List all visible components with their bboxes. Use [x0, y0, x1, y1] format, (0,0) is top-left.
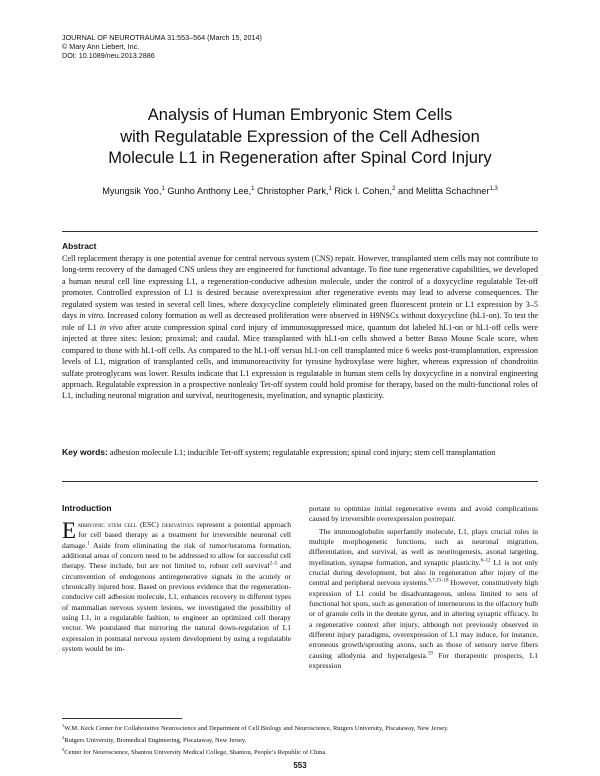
citation-ref: 2–5	[269, 561, 278, 567]
keywords-label: Key words:	[62, 447, 108, 457]
abstract-bottom-rule	[62, 481, 538, 482]
abstract-italic-2: in vivo	[99, 322, 123, 332]
intro-text-right-c: L1 is not only crucial during development, but also in regeneration after injury of the central and peripheral nervous systems.	[309, 557, 538, 588]
journal-header	[62, 33, 262, 60]
affiliation-footnotes	[62, 721, 538, 757]
copyright-line: © Mary Ann Liebert, Inc.	[62, 42, 140, 51]
page-number: 553	[293, 761, 307, 770]
intro-text-right-a: portant to optimize initial regenerative events and avoid complications caused by irreversible overexpression postrepair.	[309, 504, 538, 524]
abstract-italic-1: in vitro	[79, 311, 103, 321]
author-3: Christopher Park,	[254, 186, 329, 197]
body-column-right	[309, 504, 538, 672]
author-2: Gunho Anthony Lee,	[164, 186, 252, 197]
doi-line: DOI: 10.1089/neu.2013.2886	[62, 51, 155, 60]
introduction-heading: Introduction	[62, 503, 112, 513]
citation-ref: 1	[87, 541, 90, 547]
article-title	[62, 105, 538, 170]
intro-text-left-c: and circumvention of endogenous antiregenerative signals in the acutely or chronically injured host. Based on previous evidence that the regeneration-conducive cell adhesion molecule, L1, enhances recovery in different types of mammalian nervous system lesions, we investigated the possibility of using L1, in a regulatable fashion, to engineer an optimized cell therapy vector. We postulated that mirroring the natural down-regulation of L1 expression in postnatal nervous system development by using a regulatable system would be im-	[62, 561, 291, 654]
intro-text-left-b: Aside from eliminating the risk of tumor/teratoma formation, additional areas of concern need to be addressed to allow for successful cell therapy. These include, but are not limited to, robust cell survival	[62, 540, 291, 571]
author-5-affiliation: 1,3	[489, 186, 498, 192]
footnote-2: $^2$Rutgers University, Biomedical Engineering, Piscataway, New Jersey.	[62, 735, 247, 745]
intro-text-left-a: represent a potential approach for cell based therapy as a treatment for irreversible neuronal cell damage.	[62, 520, 291, 550]
drop-cap: E	[62, 518, 77, 543]
citation-ref: 19	[427, 651, 433, 657]
intro-lead-in: mbryonic stem cell (ESC) derivatives	[78, 520, 194, 529]
abstract-text-1: Cell replacement therapy is one potential avenue for central nervous system (CNS) repair. However, transplanted stem cells may not contribute to long-term recovery of the damaged CNS unless they are engineered for functional advantage. To fine tune regenerative capabilities, we developed a human neural cell line expressing L1, a regeneration-conducive adhesion molecule, under the control of a doxycycline regulatable Tet-off promoter. Controlled expression of L1 is desired because overexpression after regenerative events may lead to adverse consequences. The regulated system was tested in several cell lines, where doxycycline completely eliminated green fluorescent protein or L1 expression by 3–5 days	[62, 254, 538, 321]
author-1: Myungsik Yoo,	[102, 186, 162, 197]
body-column-left	[62, 520, 291, 654]
footnote-3: $^3$Center for Neuroscience, Shantou University Medical College, Shantou, People’s Republic of China.	[62, 747, 327, 757]
keywords	[62, 447, 538, 459]
author-4: Rick I. Cohen,	[331, 186, 393, 197]
intro-text-right-e: For therapeutic prospects, L1 expression	[309, 650, 538, 671]
abstract-body	[62, 253, 538, 402]
author-3-affiliation: 1	[328, 186, 332, 192]
author-list	[62, 186, 538, 196]
intro-text-right-b: The immunoglobulin superfamily molecule, L1, plays crucial roles in multiple morphogenetic functions, such as neuronal migration, differentiation, and survival, as well as neuritogenesis, axonal targeting, myelination, synapse formation, and synaptic plasticity.	[309, 526, 538, 567]
author-4-affiliation: 2	[392, 186, 396, 192]
abstract-text-2: . Increased colony formation as well as decreased proliferation were observed in H9NSCs without doxycycline (hL1-on). To test the role of L1	[62, 311, 538, 332]
author-2-affiliation: 1	[251, 186, 255, 192]
citation-ref: 6–12	[480, 558, 491, 564]
keywords-text: adhesion molecule L1; inducible Tet-off system; regulatable expression; spinal cord injury; stem cell transplantation	[107, 448, 496, 457]
author-1-affiliation: 1	[161, 186, 165, 192]
abstract-top-rule	[62, 231, 538, 232]
title-line-3: Molecule L1 in Regeneration after Spinal Cord Injury	[108, 149, 492, 167]
abstract-text-3: after acute compression spinal cord injury of immunosuppressed mice, quantum dot labeled hL1-on or hL1-off cells were injected at three sites: lesion; proximal; and caudal. Mice transplanted with hL1-on cells showed a better Basso Mouse Scale score, when compared to those with hL1-off cells. As compared to the hL1-off versus hL1-on cell transplanted mice 6 weeks post-transplantation, expression levels of L1, migration of transplanted cells, and immunoreactivity for tyrosine hydroxylase were higher, whereas expression of chondroitin sulfate proteoglycans was lower. Results indicate that L1 expression is regulatable in human stem cells by doxycycline in a nonviral engineering approach. Regulatable expression in a prospective nonleaky Tet-off system could hold promise for therapy, based on the multi-functional roles of L1, including neuronal migration and survival, neuritogenesis, myelination, and synaptic plasticity.	[62, 322, 538, 401]
intro-text-right-d: However, constitutively high expression of L1 could be disadvantageous, unless limited to sets of functional hot spots, such as generation of interneurons in the olfactory bulb or of granule cells in the dentate gyrus, and in altering synaptic efficacy. In a regenerative context after injury, although not previously observed in different injury paradigms, overexpression of L1 may induce, for instance, erroneous growth/sprouting axons, such as those of sensory nerve fibers causing allodynia and hyperalgesia.	[309, 578, 538, 660]
footnote-rule	[62, 718, 182, 719]
journal-citation: JOURNAL OF NEUROTRAUMA 31:553–564 (March 15, 2014)	[62, 33, 262, 42]
author-5: and Melitta Schachner	[395, 186, 490, 197]
abstract-heading: Abstract	[62, 241, 97, 251]
title-line-1: Analysis of Human Embryonic Stem Cells	[147, 106, 453, 124]
title-line-2: with Regulatable Expression of the Cell Adhesion	[120, 127, 480, 146]
citation-ref: 6,7,13–18	[428, 578, 449, 584]
footnote-1: $^1$W.M. Keck Center for Collaborative Neuroscience and Department of Cell Biology and Neuroscience, Rutgers University, Piscataway, New Jersey.	[62, 723, 449, 733]
